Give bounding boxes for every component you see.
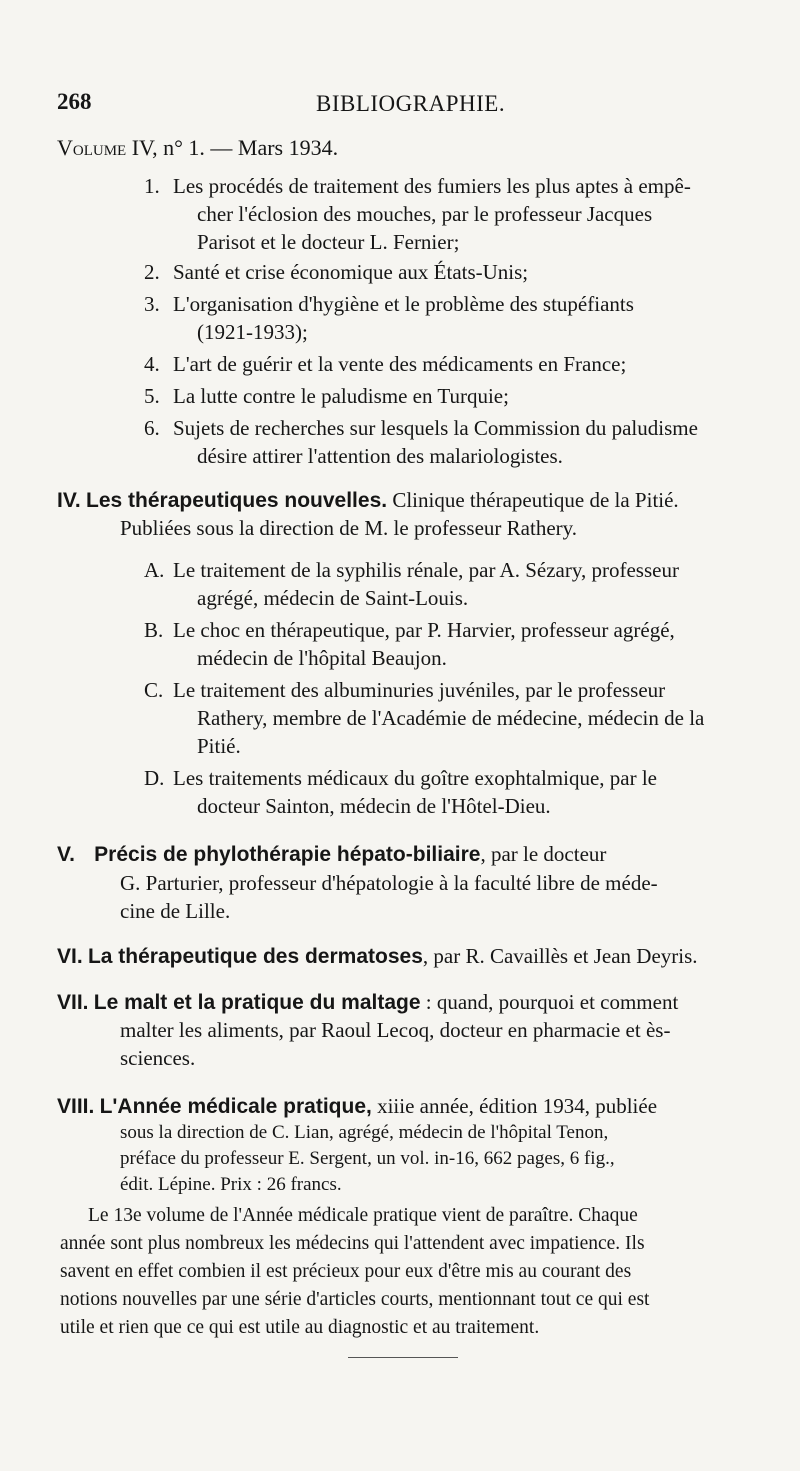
text-line: Les traitements médicaux du goître exophtalmique, par le (173, 766, 658, 790)
section-heading-rest: , par le docteur (480, 842, 607, 866)
section-viii-text (120, 1120, 615, 1198)
item-number: 4. (144, 352, 160, 376)
item-letter: D. (144, 766, 165, 790)
section-iv-item-b-text (173, 616, 675, 672)
section-iv-item-a (144, 556, 164, 584)
section-title: Le malt et la pratique du maltage (93, 991, 421, 1014)
closing-rule (348, 1357, 458, 1358)
item-letter: B. (144, 618, 164, 642)
text-line: La lutte contre le paludisme en Turquie; (173, 384, 509, 408)
section-number: VI. (57, 945, 83, 968)
text-line: notions nouvelles par une série d'articles courts, mentionnant tout ce qui est (60, 1289, 650, 1310)
section-vii-heading (57, 988, 678, 1017)
text-line: L'organisation d'hygiène et le problème des stupéfiants (173, 292, 634, 316)
item-number: 5. (144, 384, 160, 408)
item-letter: C. (144, 678, 164, 702)
section-title: Les thérapeutiques nouvelles. (86, 489, 388, 512)
section-vi-heading (57, 942, 698, 971)
item-number: 3. (144, 292, 160, 316)
text-line: cine de Lille. (120, 899, 231, 923)
section-iv-item-a-text (173, 556, 679, 612)
item-number: 6. (144, 416, 160, 440)
volume-item-5 (144, 382, 160, 410)
volume-item-1 (144, 172, 160, 200)
text-line: Pitié. (197, 734, 241, 758)
item-number: 1. (144, 174, 160, 198)
section-viii-heading (57, 1092, 657, 1121)
text-line: savent en effet combien il est précieux pour eux d'être mis au courant des (60, 1261, 632, 1282)
text-line: préface du professeur E. Sergent, un vol. in-16, 662 pages, 6 fig., (120, 1148, 615, 1169)
volume-item-2 (144, 258, 160, 286)
text-line: Santé et crise économique aux États-Unis; (173, 260, 529, 284)
volume-label: Volume (57, 135, 127, 160)
section-iv-subline (120, 514, 577, 542)
section-iv-item-d (144, 764, 164, 792)
text-line: L'art de guérir et la vente des médicaments en France; (173, 352, 627, 376)
item-letter: A. (144, 558, 165, 582)
volume-item-1-text (173, 172, 691, 256)
page-number: 268 (57, 89, 92, 114)
review-paragraph (60, 1202, 649, 1342)
text-line: malter les aliments, par Raoul Lecoq, docteur en pharmacie et ès- (120, 1018, 671, 1042)
text-line: sous la direction de C. Lian, agrégé, médecin de l'hôpital Tenon, (120, 1122, 609, 1143)
volume-item-4 (144, 350, 160, 378)
text-line: Les procédés de traitement des fumiers les plus aptes à empê- (173, 174, 691, 198)
volume-item-2-text (173, 258, 528, 286)
text-line: Rathery, membre de l'Académie de médecine, médecin de la (197, 706, 705, 730)
text-line: Publiées sous la direction de M. le professeur Rathery. (120, 516, 578, 540)
text-line: année sont plus nombreux les médecins qui l'attendent avec impatience. Ils (60, 1233, 645, 1254)
text-line: cher l'éclosion des mouches, par le professeur Jacques (197, 202, 653, 226)
text-line: désire attirer l'attention des malariologistes. (197, 444, 563, 468)
volume-line (57, 134, 338, 162)
text-line: médecin de l'hôpital Beaujon. (197, 646, 447, 670)
section-iv-item-c-text (173, 676, 704, 760)
text-line: Sujets de recherches sur lesquels la Commission du paludisme (173, 416, 698, 440)
volume-item-5-text (173, 382, 509, 410)
text-line: Le choc en thérapeutique, par P. Harvier, professeur agrégé, (173, 618, 675, 642)
section-title: Précis de phylothérapie hépato-biliaire (94, 843, 481, 866)
text-line: sciences. (120, 1046, 196, 1070)
text-line: Le 13e volume de l'Année médicale pratique vient de paraître. Chaque (88, 1205, 638, 1226)
section-title: L'Année médicale pratique, (99, 1095, 372, 1118)
text-line: Le traitement de la syphilis rénale, par A. Sézary, professeur (173, 558, 679, 582)
section-iv-heading (57, 486, 679, 515)
section-v-heading (57, 840, 606, 869)
text-line: édit. Lépine. Prix : 26 francs. (120, 1174, 342, 1195)
section-number: V. (57, 843, 75, 866)
section-heading-rest: : quand, pourquoi et comment (420, 990, 679, 1014)
section-vii-text (120, 1016, 670, 1072)
section-number: VII. (57, 991, 89, 1014)
volume-rest: IV, n° 1. — Mars 1934. (131, 135, 339, 160)
text-line: Parisot et le docteur L. Fernier; (197, 230, 460, 254)
item-number: 2. (144, 260, 160, 284)
section-iv-item-d-text (173, 764, 657, 820)
text-line: Le traitement des albuminuries juvéniles, par le professeur (173, 678, 666, 702)
text-line: (1921-1933); (197, 320, 308, 344)
volume-item-3-text (173, 290, 634, 346)
text-line: docteur Sainton, médecin de l'Hôtel-Dieu. (197, 794, 551, 818)
text-line: agrégé, médecin de Saint-Louis. (197, 586, 469, 610)
section-v-text (120, 869, 658, 925)
section-number: IV. (57, 489, 81, 512)
section-number: VIII. (57, 1095, 95, 1118)
section-iv-item-c (144, 676, 163, 704)
running-head: BIBLIOGRAPHIE. (316, 91, 506, 116)
volume-item-3 (144, 290, 160, 318)
volume-item-4-text (173, 350, 626, 378)
section-heading-rest: Clinique thérapeutique de la Pitié. (387, 488, 679, 512)
section-heading-rest: xiiie année, édition 1934, publiée (371, 1094, 658, 1118)
volume-item-6-text (173, 414, 698, 470)
text-line: utile et rien que ce qui est utile au diagnostic et au traitement. (60, 1317, 540, 1338)
section-heading-rest: , par R. Cavaillès et Jean Deyris. (422, 944, 698, 968)
section-iv-item-b (144, 616, 163, 644)
volume-item-6 (144, 414, 160, 442)
section-title: La thérapeutique des dermatoses (87, 945, 423, 968)
text-line: G. Parturier, professeur d'hépatologie à la faculté libre de méde- (120, 871, 658, 895)
